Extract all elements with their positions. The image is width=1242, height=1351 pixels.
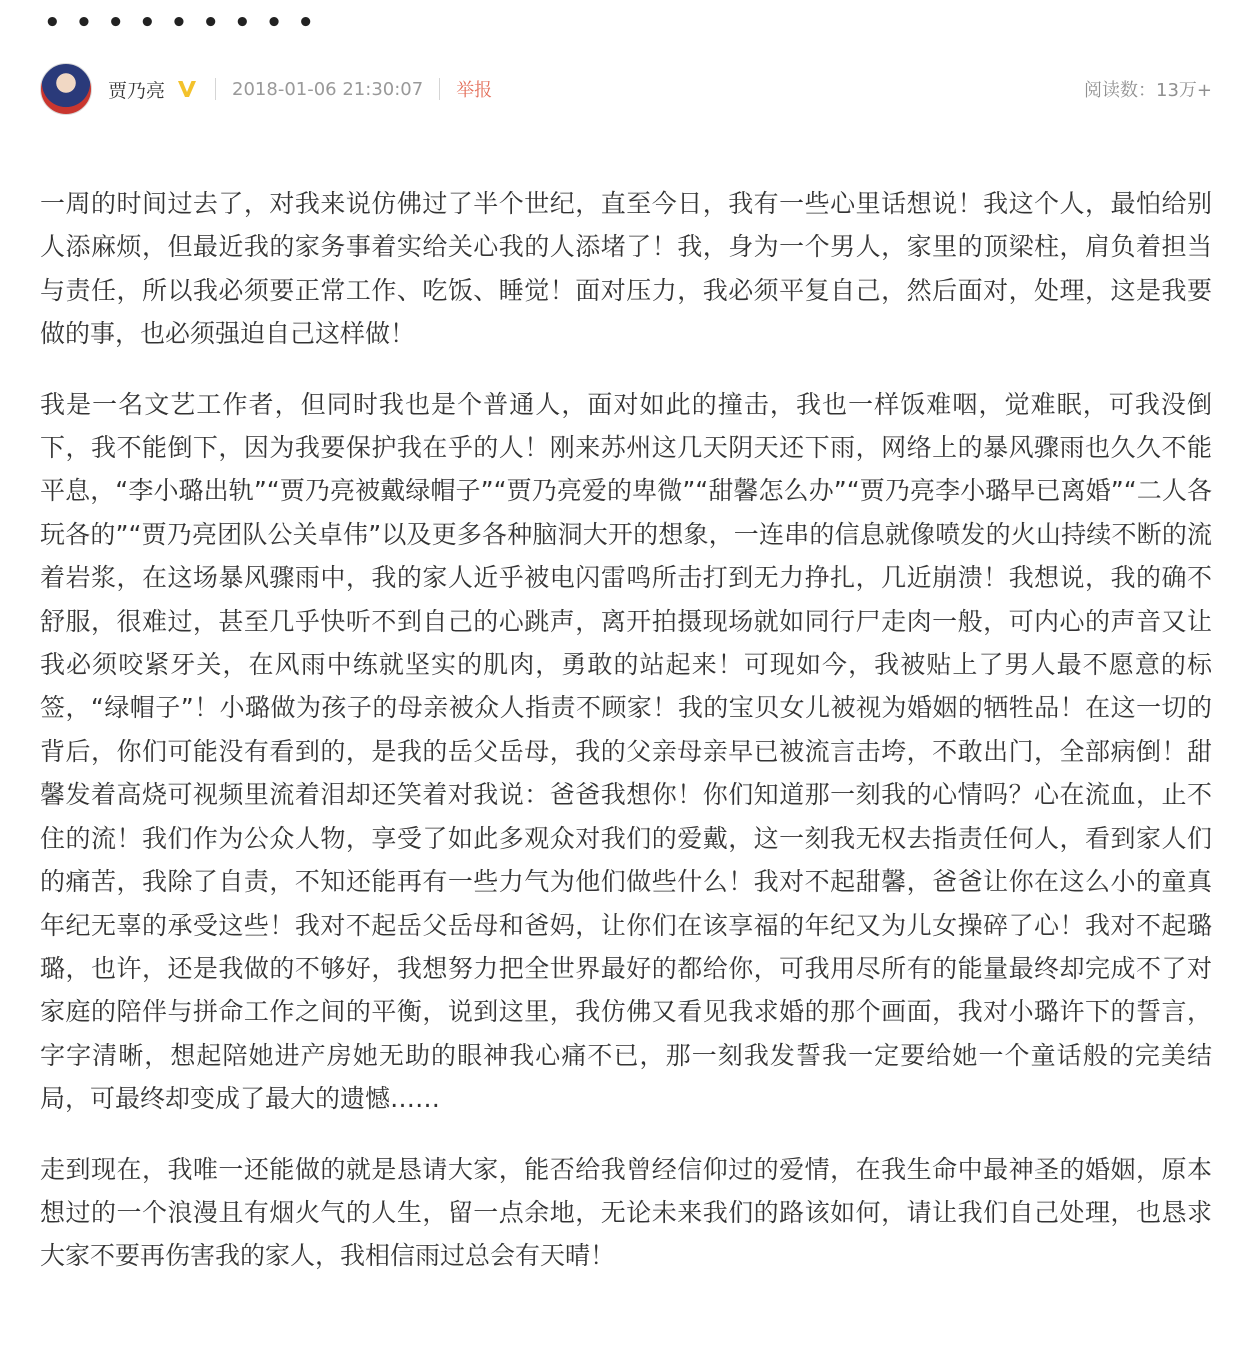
paragraph-3: 走到现在，我唯一还能做的就是恳请大家，能否给我曾经信仰过的爱情，在我生命中最神圣的婚姻，原本想过的一个浪漫且有烟火气的人生，留一点余地，无论未来我们的路该如何，请让我们自己处理，也恳求大家不要再伤害我的家人，我相信雨过总会有天晴！ bbox=[40, 1154, 1212, 1271]
post-content bbox=[40, 182, 1212, 1305]
post-datetime: 2018-01-06 21:30:07 bbox=[232, 78, 424, 100]
paragraph-2: 我是一名文艺工作者，但同时我也是个普通人，面对如此的撞击，我也一样饭难咽，觉难眠，可我没倒下，我不能倒下，因为我要保护我在乎的人！刚来苏州这几天阴天还下雨，网络上的暴风骤雨也久久不能平息，“李小璐出轨”“贾乃亮被戴绿帽子”“贾乃亮爱的卑微”“甜馨怎么办”“贾乃亮李小璐早已离婚”“二人各玩各的”“贾乃亮团队公关卓伟”以及更多各种脑洞大开的想象，一连串的信息就像喷发的火山持续不断的流着岩浆，在这场暴风骤雨中，我的家人近乎被电闪雷鸣所击打到无力挣扎，几近崩溃！我想说，我的确不舒服，很难过，甚至几乎快听不到自己的心跳声，离开拍摄现场就如同行尸走肉一般，可内心的声音又让我必须咬紧牙关，在风雨中练就坚实的肌肉，勇敢的站起来！可现如今，我被贴上了男人最不愿意的标签，“绿帽子”！小璐做为孩子的母亲被众人指责不顾家！我的宝贝女儿被视为婚姻的牺牲品！在这一切的背后，你们可能没有看到的，是我的岳父岳母，我的父亲母亲早已被流言击垮，不敢出门，全部病倒！甜馨发着高烧可视频里流着泪却还笑着对我说：爸爸我想你！你们知道那一刻我的心情吗？心在流血，止不住的流！我们作为公众人物，享受了如此多观众对我们的爱戴，这一刻我无权去指责任何人，看到家人们的痛苦，我除了自责，不知还能再有一些力气为他们做些什么！我对不起甜馨，爸爸让你在这么小的童真年纪无辜的承受这些！我对不起岳父岳母和爸妈，让你们在该享福的年纪又为儿女操碎了心！我对不起璐璐，也许，还是我做的不够好，我想努力把全世界最好的都给你，可我用尽所有的能量最终却完成不了对家庭的陪伴与拼命工作之间的平衡，说到这里，我仿佛又看见我求婚的那个画面，我对小璐许下的誓言，字字清晰，想起陪她进产房她无助的眼神我心痛不已，那一刻我发誓我一定要给她一个童话般的完美结局，可最终却变成了最大的遗憾…… bbox=[40, 389, 1212, 1114]
post-header bbox=[40, 62, 1212, 116]
avatar-icon[interactable] bbox=[40, 63, 92, 115]
header-divider bbox=[439, 78, 440, 100]
top-dots: • • • • • • • • • bbox=[44, 8, 317, 38]
read-count: 阅读数：13万+ bbox=[1084, 80, 1212, 101]
paragraph-1: 一周的时间过去了，对我来说仿佛过了半个世纪，直至今日，我有一些心里话想说！我这个人，最怕给别人添麻烦，但最近我的家务事着实给关心我的人添堵了！我，身为一个男人，家里的顶梁柱，肩负着担当与责任，所以我必须要正常工作、吃饭、睡觉！面对压力，我必须平复自己，然后面对，处理，这是我要做的事，也必须强迫自己这样做！ bbox=[40, 189, 1212, 349]
username-link[interactable]: 贾乃亮 bbox=[108, 79, 166, 102]
report-link[interactable]: 举报 bbox=[456, 80, 493, 101]
header-divider bbox=[215, 78, 216, 100]
verified-badge-icon bbox=[175, 77, 199, 101]
